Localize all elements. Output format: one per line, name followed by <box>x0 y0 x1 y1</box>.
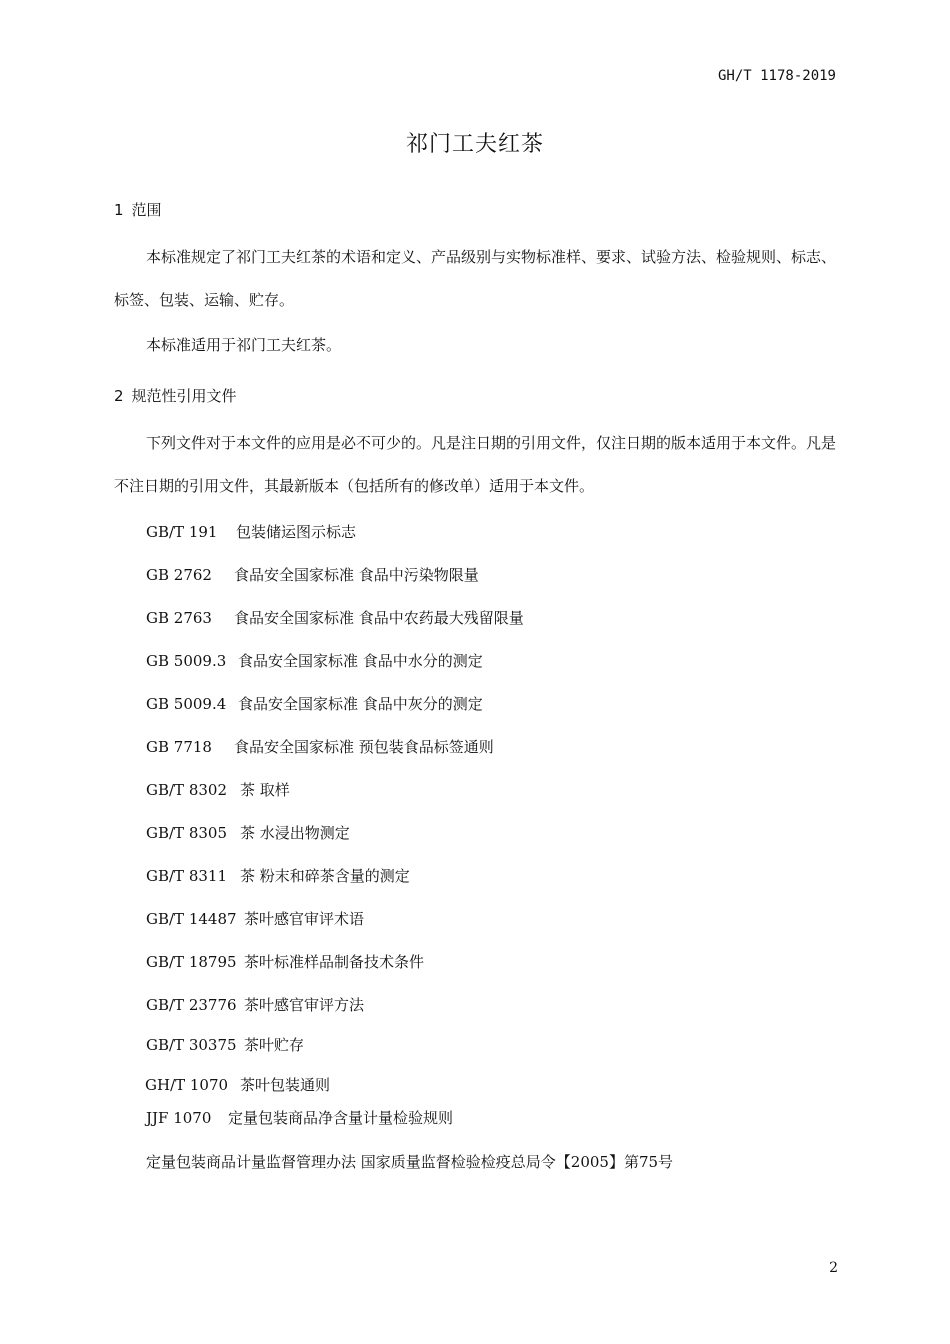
final-reference: 定量包装商品计量监督管理办法 国家质量监督检验检疫总局令【2005】第75号 <box>146 1153 674 1171</box>
reference-title: 食品安全国家标准 食品中农药最大残留限量 <box>234 609 524 627</box>
reference-item <box>146 994 364 1015</box>
section-1-title: 范围 <box>131 201 162 219</box>
standard-code: GH/T 1178-2019 <box>717 68 836 84</box>
reference-item <box>146 521 356 542</box>
section-2-heading <box>114 385 237 406</box>
reference-code: JJF 1070 <box>146 1109 212 1127</box>
reference-code: GB 5009.4 <box>146 695 227 713</box>
page-number: 2 <box>829 1260 838 1276</box>
reference-item <box>146 607 524 628</box>
reference-code: GB 2763 <box>146 609 212 627</box>
references-intro: 下列文件对于本文件的应用是必不可少的。凡是注日期的引用文件，仅注日期的版本适用于本文件。凡是不注日期的引用文件，其最新版本（包括所有的修改单）适用于本文件。 <box>114 434 837 495</box>
reference-title: 食品安全国家标准 食品中水分的测定 <box>238 652 483 670</box>
reference-title: 茶 粉末和碎茶含量的测定 <box>240 867 410 885</box>
document-title: 祁门工夫红茶 <box>405 132 544 157</box>
reference-title: 茶叶贮存 <box>244 1036 305 1054</box>
reference-title: 食品安全国家标准 食品中污染物限量 <box>234 566 479 584</box>
section-1-number: 1 <box>114 201 124 219</box>
reference-item <box>146 1107 453 1128</box>
reference-item <box>146 951 424 972</box>
applicability-paragraph: 本标准适用于祁门工夫红茶。 <box>146 336 342 354</box>
reference-code: GB/T 23776 <box>146 996 237 1014</box>
reference-code: GB/T 30375 <box>146 1036 237 1054</box>
reference-code: GB 7718 <box>146 738 212 756</box>
reference-item <box>146 865 410 886</box>
reference-title: 食品安全国家标准 食品中灰分的测定 <box>238 695 483 713</box>
section-1-heading <box>114 199 162 220</box>
reference-item <box>146 650 483 671</box>
reference-title: 包装储运图示标志 <box>236 523 357 541</box>
reference-title: 茶叶包装通则 <box>240 1076 331 1094</box>
reference-code: GB/T 8311 <box>146 867 228 885</box>
reference-item <box>145 1074 330 1095</box>
reference-code: GB/T 8305 <box>146 824 228 842</box>
reference-item <box>146 1034 304 1055</box>
reference-code: GB 2762 <box>146 566 212 584</box>
reference-title: 食品安全国家标准 预包装食品标签通则 <box>234 738 494 756</box>
reference-item <box>146 822 350 843</box>
reference-code: GB/T 8302 <box>146 781 228 799</box>
reference-title: 定量包装商品净含量计量检验规则 <box>228 1109 454 1127</box>
scope-paragraph: 本标准规定了祁门工夫红茶的术语和定义、产品级别与实物标准样、要求、试验方法、检验规则、标志、标签、包装、运输、贮存。 <box>114 248 837 309</box>
reference-title: 茶叶感官审评术语 <box>244 910 365 928</box>
reference-title: 茶 取样 <box>240 781 290 799</box>
reference-item <box>146 693 483 714</box>
reference-item <box>146 908 364 929</box>
reference-title: 茶叶标准样品制备技术条件 <box>244 953 425 971</box>
reference-code: GB/T 18795 <box>146 953 237 971</box>
section-2-number: 2 <box>114 387 124 405</box>
reference-code: GH/T 1070 <box>145 1076 229 1094</box>
reference-item <box>146 564 479 585</box>
reference-code: GB/T 14487 <box>146 910 237 928</box>
reference-item <box>146 736 494 757</box>
section-2-title: 规范性引用文件 <box>131 387 237 405</box>
reference-item <box>146 779 290 800</box>
reference-title: 茶叶感官审评方法 <box>244 996 365 1014</box>
reference-code: GB/T 191 <box>146 523 218 541</box>
reference-code: GB 5009.3 <box>146 652 227 670</box>
reference-title: 茶 水浸出物测定 <box>240 824 350 842</box>
